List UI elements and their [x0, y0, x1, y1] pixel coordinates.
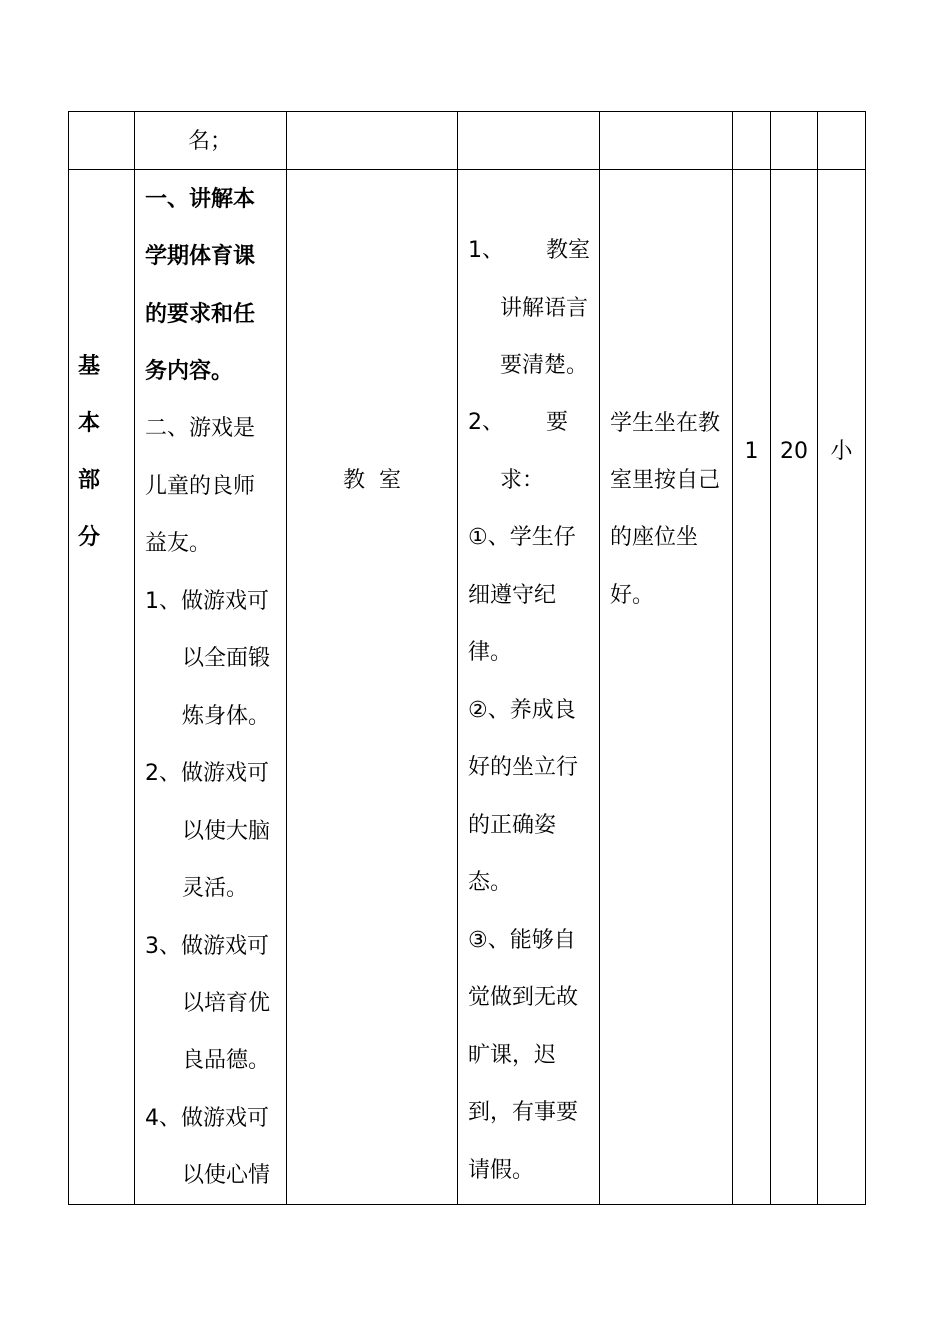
table-border-right [865, 111, 866, 1205]
minutes-value: 20 [780, 439, 808, 464]
requirement-line: 到，有事要 [468, 1100, 579, 1125]
venue-text: 教 室 [343, 468, 401, 493]
requirement-line: 讲解语言 [500, 296, 589, 321]
requirement-line: 求： [500, 468, 545, 493]
requirement-line: 的正确姿 [468, 813, 557, 838]
content-line: 良品德。 [182, 1048, 271, 1073]
requirement-line: ③、能够自 [468, 928, 576, 953]
organization-line: 的座位坐 [610, 525, 699, 550]
content-line: 以培育优 [182, 991, 271, 1016]
requirement-line: 1、 教室 [468, 238, 590, 263]
requirement-line: 律。 [468, 640, 513, 665]
content-line: 2、做游戏可 [145, 761, 269, 786]
requirement-line: 要清楚。 [500, 353, 589, 378]
table-border-left [68, 111, 69, 1205]
section-label-char: 本 [78, 411, 101, 436]
organization-line: 学生坐在教 [610, 411, 721, 436]
table-col-divider [817, 111, 818, 1205]
table-col-divider [770, 111, 771, 1205]
table-col-divider [732, 111, 733, 1205]
requirement-line: 细遵守纪 [468, 583, 557, 608]
content-line: 炼身体。 [182, 704, 271, 729]
content-line: 儿童的良师 [145, 474, 256, 499]
content-line: 3、做游戏可 [145, 934, 269, 959]
requirement-line: ①、学生仔 [468, 525, 576, 550]
requirement-line: 2、 要 [468, 410, 568, 435]
table-col-divider [286, 111, 287, 1205]
top-row-content-text: 名； [188, 129, 233, 154]
requirement-line: 旷课，迟 [468, 1043, 557, 1068]
section-label-char: 部 [78, 468, 101, 493]
requirement-line: ②、养成良 [468, 698, 576, 723]
requirement-line: 态。 [468, 870, 513, 895]
content-line: 益友。 [145, 531, 212, 556]
requirement-line: 觉做到无故 [468, 985, 579, 1010]
table-col-divider [457, 111, 458, 1205]
content-line: 灵活。 [182, 876, 249, 901]
content-line: 以使心情 [182, 1163, 271, 1188]
section-label-char: 分 [78, 525, 101, 550]
intensity-value: 小 [830, 439, 853, 464]
content-line: 4、做游戏可 [145, 1106, 269, 1131]
times-value: 1 [744, 439, 759, 464]
table-col-divider [599, 111, 600, 1205]
content-line: 1、做游戏可 [145, 589, 269, 614]
organization-line: 好。 [610, 583, 655, 608]
content-line: 二、游戏是 [145, 416, 256, 441]
section-label-char: 基 [78, 354, 101, 379]
content-line: 的要求和任 [145, 302, 256, 327]
content-line: 以全面锻 [182, 646, 271, 671]
content-line: 一、讲解本 [145, 187, 256, 212]
requirement-line: 好的坐立行 [468, 755, 579, 780]
organization-line: 室里按自己 [610, 468, 721, 493]
content-line: 务内容。 [145, 359, 234, 384]
table-col-divider [134, 111, 135, 1205]
content-line: 以使大脑 [182, 819, 271, 844]
content-line: 学期体育课 [145, 244, 256, 269]
table-border-top [68, 111, 866, 112]
requirement-line: 请假。 [468, 1158, 535, 1183]
